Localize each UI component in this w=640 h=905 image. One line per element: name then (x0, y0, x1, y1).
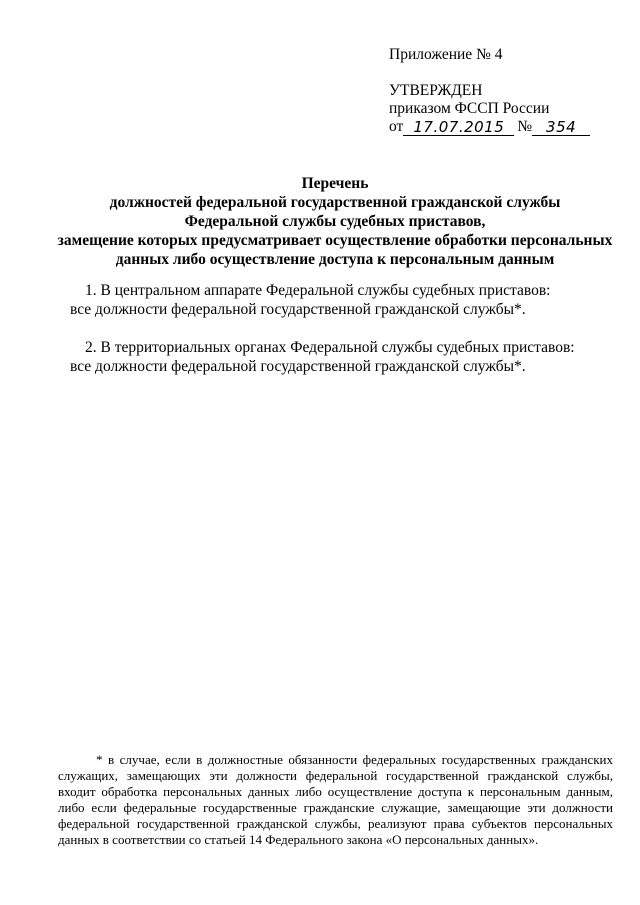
title-line-1: Перечень (301, 175, 369, 192)
title-line-5: данных либо осуществление доступа к персональным данным (115, 251, 555, 268)
number-prefix: № (517, 118, 533, 135)
annex-label: Приложение № 4 (389, 46, 503, 63)
title-line-2: должностей федеральной государственной гражданской службы (109, 194, 561, 211)
list-item-line-2: все должности федеральной государственной гражданской службы*. (70, 358, 526, 375)
approval-block (389, 46, 629, 136)
order-label: приказом ФССП России (389, 100, 550, 117)
list-item-line-1: 1. В центральном аппарате Федеральной службы судебных приставов: (85, 282, 551, 299)
title-line-4: замещение которых предусматривает осуществление обработки персональных (57, 232, 613, 249)
order-date-number-row (389, 118, 629, 136)
list-item (70, 338, 610, 376)
handwritten-date: 17.07.2015 (403, 120, 514, 136)
list-item-line-1: 2. В территориальных органах Федеральной службы судебных приставов: (85, 339, 575, 356)
document-body (70, 281, 610, 395)
title-line-3: Федеральной службы судебных приставов, (184, 213, 486, 230)
list-item (70, 281, 610, 319)
footnote: * в случае, если в должностные обязанности федеральных государственных гражданских служащих, замещающих эти должности федеральной государственной гражданской службы, входит обработка персональных данных либо осуществление доступа к персональным данным, либо если федеральные государственные гражданские служащие, замещающие эти должности федеральной государственной гражданской службы, реализуют права субъектов персональных данных в соответствии со статьей 14 Федерального закона «О персональных данных». (58, 752, 613, 847)
date-prefix: от (389, 118, 404, 135)
list-item-line-2: все должности федеральной государственной гражданской службы*. (70, 301, 526, 318)
handwritten-number: 354 (532, 120, 590, 136)
document-title (40, 174, 630, 269)
approved-label: УТВЕРЖДЕН (389, 82, 483, 99)
